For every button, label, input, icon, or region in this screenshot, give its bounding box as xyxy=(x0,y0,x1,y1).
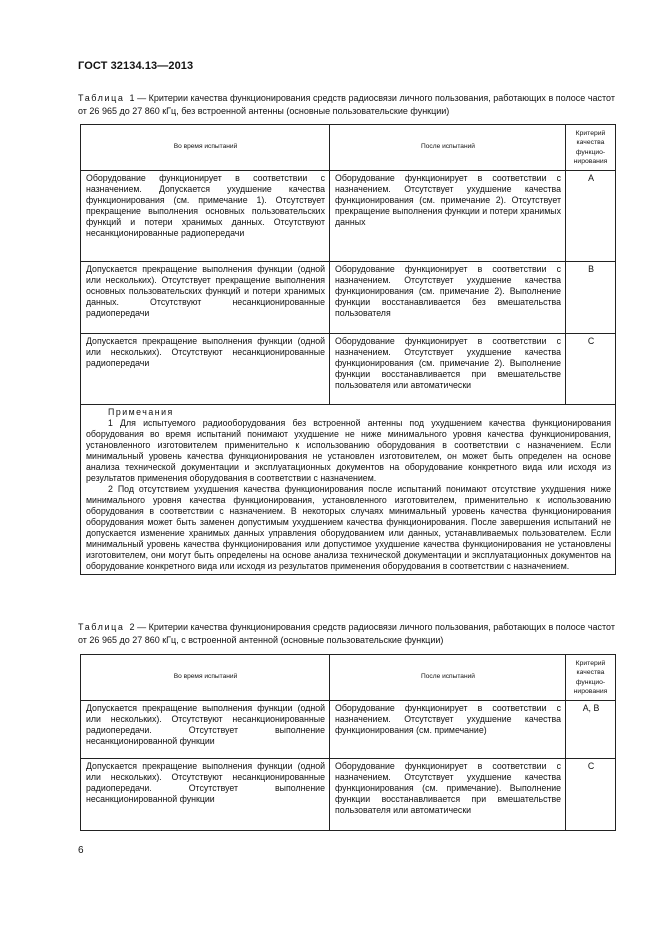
table2-caption xyxy=(78,621,615,646)
table1-row3-criterion: С xyxy=(566,334,616,405)
table1-row2-during: Допускается прекращение выполнения функции (одной или нескольких). Отсутствует прекращение выполнения основных пользовательских функций и потери хранимых данных. Отсутствуют несанкционированные радиопередачи xyxy=(81,262,330,334)
table1-notes xyxy=(81,405,616,575)
table-row xyxy=(81,334,616,405)
table2-row1-criterion: А, В xyxy=(566,701,616,759)
table1-col-during: Во время испытаний xyxy=(81,125,330,171)
table1-row1-during: Оборудование функционирует в соответствии с назначением. Допускается ухудшение качества функционирования (см. примечание 1). Отсутствует прекращение выполнения основных пользовательских функций и потери хранимых данных. Отсутствуют несанкционированные радиопередачи xyxy=(81,171,330,262)
note-1: 1 Для испытуемого радиооборудования без встроенной антенны под ухудшением качества функционирования оборудования во время испытаний понимают ухудшение не ниже минимального уровня качества функционирования, установленного изготовителем применительно к использованию оборудования в соответствии с назначением. Если минимальный уровень качества функционирования не установлен изготовителем, он может быть определен на основе анализа технической документации и эксплуатационных документов на оборудование конкретного вида или исходя из результатов применения оборудования в соответствии с назначением. xyxy=(86,418,611,483)
table2-row2-after: Оборудование функционирует в соответствии с назначением. Отсутствует ухудшение качества функционирования (см. примечание). Выполнение функции восстанавливается при вмешательстве пользователя или автоматически xyxy=(330,759,566,831)
note-2: 2 Под отсутствием ухудшения качества функционирования после испытаний понимают отсутствие ухудшения ниже минимального уровня качества функционирования, установленного изготовителем, применительно к использованию оборудования в соответствии с назначением. В некоторых случаях минимальный уровень качества функционирования оборудования может быть заменен допустимым ухудшением качества функционирования. После завершения испытаний не допускается изменение хранимых данных управления оборудованием или данных, устанавливаемых пользователем. Если минимальный уровень качества функционирования или допустимое ухудшение качества функционирования не установлены изготовителем, они могут быть определены на основе анализа технической документации и эксплуатационных документов на оборудование конкретного вида или исходя из результатов применения оборудования в соответствии с назначением. xyxy=(86,484,611,571)
table2-col-criterion: Критерий качества функцио-нирования xyxy=(566,655,616,701)
table1 xyxy=(80,124,616,575)
table-row xyxy=(81,262,616,334)
table-row xyxy=(81,759,616,831)
table1-header-row xyxy=(81,125,616,171)
table1-row2-after: Оборудование функционирует в соответствии с назначением. Отсутствует ухудшение качества функционирования (см. примечание 2). Выполнение функции восстанавливается без вмешательства пользователя xyxy=(330,262,566,334)
table2-row2-criterion: С xyxy=(566,759,616,831)
table2-row2-during: Допускается прекращение выполнения функции (одной или нескольких). Отсутствуют несанкционированные радиопередачи. Отсутствует выполнение несанкционированной функции xyxy=(81,759,330,831)
table1-col-after: После испытаний xyxy=(330,125,566,171)
table1-title: — Критерии качества функционирования средств радиосвязи личного пользования, работающих в полосе частот от 26 965 до 27 860 кГц, без встроенной антенны (основные пользовательские функции) xyxy=(78,93,615,116)
table2-number: 2 xyxy=(129,622,135,632)
notes-title: Примечания xyxy=(108,407,174,417)
table1-row3-after: Оборудование функционирует в соответствии с назначением. Отсутствует ухудшение качества функционирования (см. примечание 2). Выполнение функции восстанавливается при вмешательстве пользователя или автоматически xyxy=(330,334,566,405)
table1-row1-criterion: А xyxy=(566,171,616,262)
table2-col-during: Во время испытаний xyxy=(81,655,330,701)
table1-caption xyxy=(78,92,615,117)
table-row xyxy=(81,701,616,759)
page-number: 6 xyxy=(78,845,84,856)
table1-row1-after: Оборудование функционирует в соответствии с назначением. Отсутствует ухудшение качества функционирования (см. примечание 2). Отсутствует прекращение выполнения функции и потери хранимых данных xyxy=(330,171,566,262)
table1-notes-row xyxy=(81,405,616,575)
document-header: ГОСТ 32134.13—2013 xyxy=(78,60,194,72)
table2-label: Таблица xyxy=(78,622,125,632)
table2-header-row xyxy=(81,655,616,701)
table2-row1-after: Оборудование функционирует в соответствии с назначением. Отсутствует ухудшение качества функционирования (см. примечание) xyxy=(330,701,566,759)
table-row xyxy=(81,171,616,262)
table1-label: Таблица xyxy=(78,93,125,103)
table1-row3-during: Допускается прекращение выполнения функции (одной или нескольких). Отсутствуют несанкционированные радиопередачи xyxy=(81,334,330,405)
table1-row2-criterion: В xyxy=(566,262,616,334)
table1-number: 1 xyxy=(129,93,135,103)
table2-row1-during: Допускается прекращение выполнения функции (одной или нескольких). Отсутствуют несанкционированные радиопередачи. Отсутствует выполнение несанкционированной функции xyxy=(81,701,330,759)
table2 xyxy=(80,654,616,831)
table2-col-after: После испытаний xyxy=(330,655,566,701)
table2-title: — Критерии качества функционирования средств радиосвязи личного пользования, работающих в полосе частот от 26 965 до 27 860 кГц, с встроенной антенной (основные пользовательские функции) xyxy=(78,622,615,645)
table1-col-criterion: Критерий качества функцио-нирования xyxy=(566,125,616,171)
